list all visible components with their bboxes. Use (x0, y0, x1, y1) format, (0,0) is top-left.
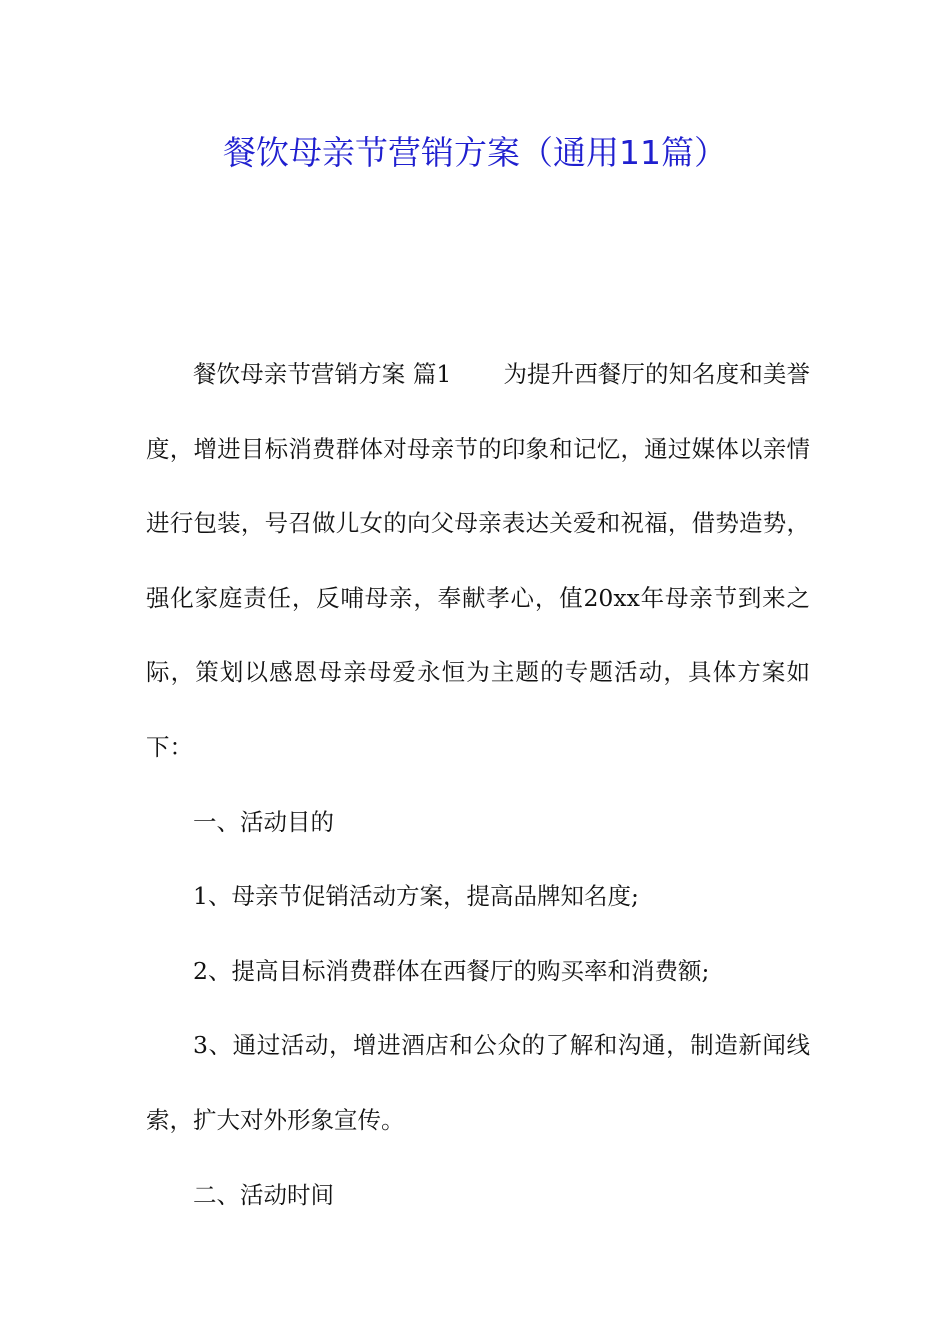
list-item: 1、母亲节促销活动方案，提高品牌知名度; (193, 882, 639, 911)
inline-heading: 餐饮母亲节营销方案 篇1 (193, 360, 452, 388)
intro-paragraph (146, 337, 810, 785)
intro-text: 为提升西餐厅的知名度和美誉度，增进目标消费群体对母亲节的印象和记忆，通过媒体以亲情进行包装，号召做儿女的向父母亲表达关爱和祝福，借势造势，强化家庭责任，反哺母亲，奉献孝心，值20xx年母亲节到来之际，策划以感恩母亲母爱永恒为主题的专题活动，具体方案如下： (146, 360, 811, 761)
document-body (146, 337, 810, 1232)
section-heading-time: 二、活动时间 (193, 1180, 334, 1209)
section-heading-purpose: 一、活动目的 (193, 807, 334, 836)
list-item: 2、提高目标消费群体在西餐厅的购买率和消费额; (193, 956, 710, 985)
document-title: 餐饮母亲节营销方案（通用11篇） (223, 133, 727, 172)
list-item: 3、通过活动，增进酒店和公众的了解和沟通，制造新闻线索，扩大对外形象宣传。 (146, 1031, 810, 1134)
